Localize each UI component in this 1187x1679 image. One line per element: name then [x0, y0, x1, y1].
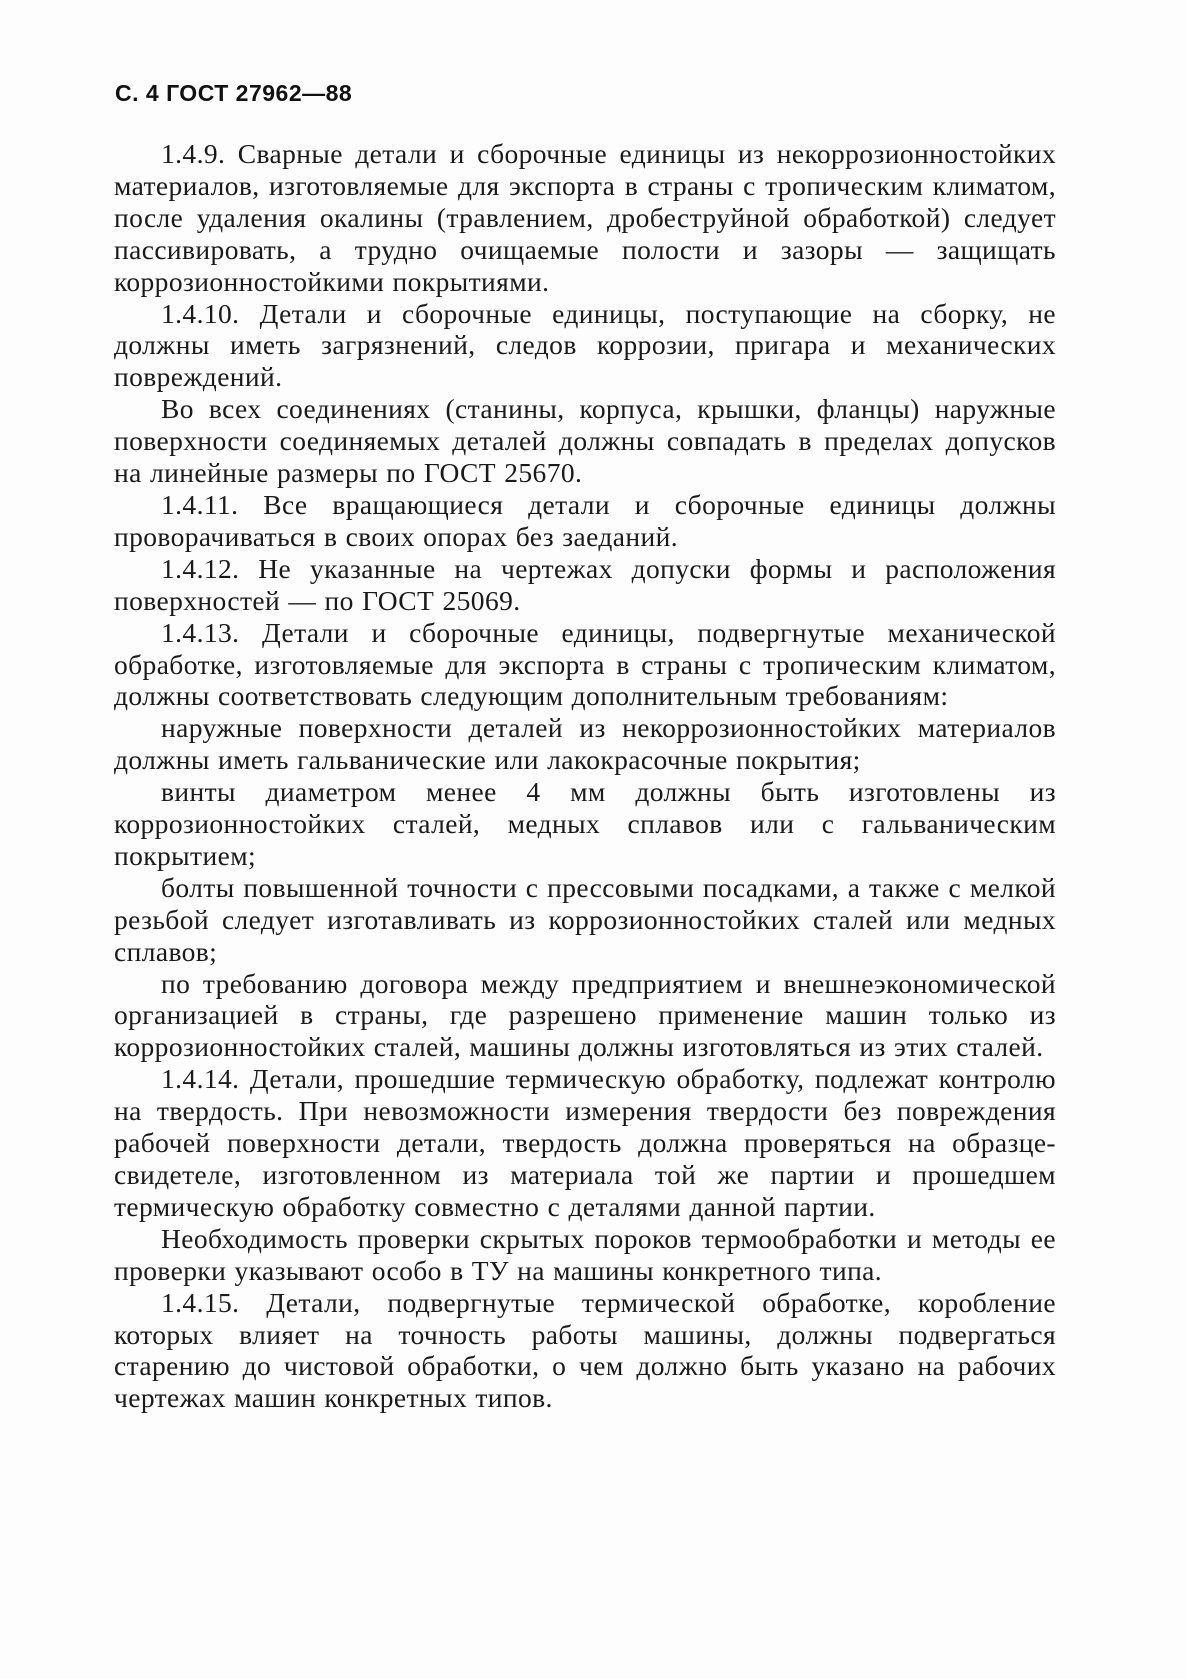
paragraph-joint-surfaces: Во всех соединениях (станины, корпуса, крышки, фланцы) наружные поверхности соединяемых деталей должны совпадать в пределах допусков на линейные размеры по ГОСТ 25670.: [114, 393, 1056, 489]
body-text: [114, 138, 1056, 1414]
list-item-contract-requirement: по требованию договора между предприятием и внешнеэкономической организацией в страны, где разрешено применение машин только из коррозионностойких сталей, машины должны изготовляться из этих сталей.: [114, 967, 1056, 1063]
paragraph-1-4-10: 1.4.10. Детали и сборочные единицы, поступающие на сборку, не должны иметь загрязнений, следов коррозии, пригара и механических повреждений.: [114, 297, 1056, 393]
list-item-screws: винты диаметром менее 4 мм должны быть изготовлены из коррозионностойких сталей, медных сплавов или с гальваническим покрытием;: [114, 776, 1056, 871]
paragraph-hidden-defects: Необходимость проверки скрытых пороков термообработки и методы ее проверки указывают особо в ТУ на машины конкретного типа.: [114, 1222, 1056, 1286]
list-item-bolts: болты повышенной точности с прессовыми посадками, а также с мелкой резьбой следует изготавливать из коррозионностойких сталей или медных сплавов;: [114, 871, 1056, 967]
paragraph-1-4-15: 1.4.15. Детали, подвергнутые термической обработке, коробление которых влияет на точность работы машины, должны подвергаться старению до чистовой обработки, о чем должно быть указано на рабочих чертежах машин конкретных типов.: [114, 1286, 1056, 1414]
paragraph-1-4-13: 1.4.13. Детали и сборочные единицы, подвергнутые механической обработке, изготовляемые для экспорта в страны с тропическим климатом, должны соответствовать следующим дополнительным требованиям:: [114, 616, 1056, 712]
paragraph-1-4-9: 1.4.9. Сварные детали и сборочные единицы из некоррозионностойких материалов, изготовляемые для экспорта в страны с тропическим климатом, после удаления окалины (травлением, дробеструйной обработкой) следует пассивировать, а трудно очищаемые полости и зазоры — защищать коррозионностойкими покрытиями.: [114, 138, 1056, 297]
paragraph-1-4-11: 1.4.11. Все вращающиеся детали и сборочные единицы должны проворачиваться в своих опорах без заеданий.: [114, 488, 1056, 552]
running-head: С. 4 ГОСТ 27962—88: [115, 80, 353, 106]
list-item-outer-surfaces: наружные поверхности деталей из некоррозионностойких материалов должны иметь гальванические или лакокрасочные покрытия;: [114, 712, 1056, 776]
paragraph-1-4-12: 1.4.12. Не указанные на чертежах допуски формы и расположения поверхностей — по ГОСТ 25069.: [114, 552, 1056, 616]
paragraph-1-4-14: 1.4.14. Детали, прошедшие термическую обработку, подлежат контролю на твердость. При невозможности измерения твердости без повреждения рабочей поверхности детали, твердость должна проверяться на образце-свидетеле, изготовленном из материала той же партии и прошедшем термическую обработку совместно с деталями данной партии.: [114, 1063, 1056, 1222]
